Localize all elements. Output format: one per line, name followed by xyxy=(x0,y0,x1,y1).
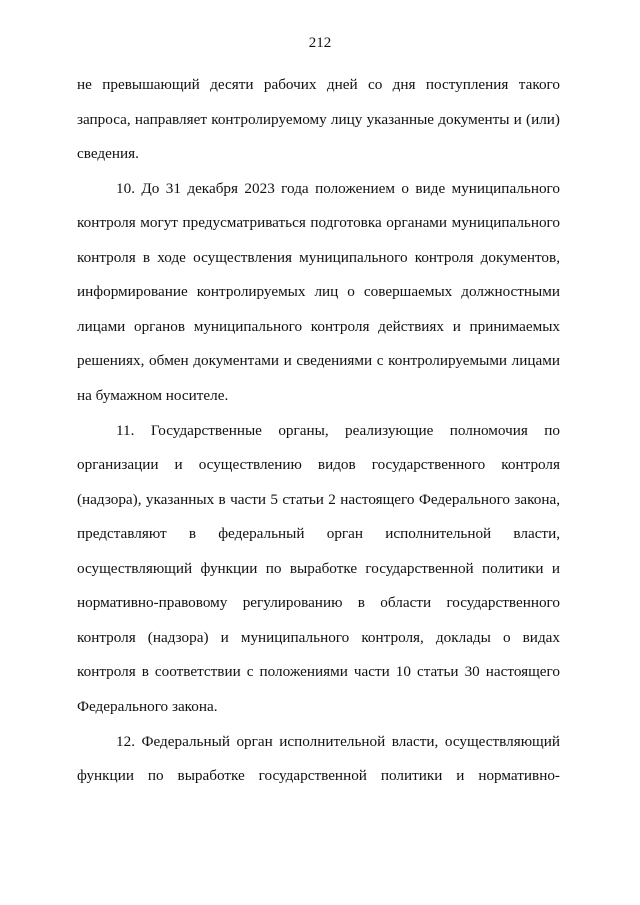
text-line: контроля (надзора) и муниципального контроля, доклады о видах xyxy=(77,629,560,646)
text-line: контроля могут предусматриваться подготовка органами муниципального xyxy=(77,214,560,231)
paragraph-first-line: 10. До 31 декабря 2023 года положением о виде муниципального xyxy=(116,180,560,197)
text-line: лицами органов муниципального контроля действиях и принимаемых xyxy=(77,318,560,335)
text-line: (надзора), указанных в части 5 статьи 2 настоящего Федерального закона, xyxy=(77,491,560,508)
text-line: информирование контролируемых лиц о совершаемых должностными xyxy=(77,283,560,300)
text-line: контроля в ходе осуществления муниципального контроля документов, xyxy=(77,249,560,266)
text-line: нормативно-правовому регулированию в области государственного xyxy=(77,594,560,611)
paragraph-first-line: 11. Государственные органы, реализующие полномочия по xyxy=(116,422,560,439)
text-line: представляют в федеральный орган исполнительной власти, xyxy=(77,525,560,542)
text-line: функции по выработке государственной политики и нормативно- xyxy=(77,767,560,784)
text-line: осуществляющий функции по выработке государственной политики и xyxy=(77,560,560,577)
page-number: 212 xyxy=(308,35,332,51)
paragraph-first-line: 12. Федеральный орган исполнительной власти, осуществляющий xyxy=(116,733,560,750)
text-line: контроля в соответствии с положениями части 10 статьи 30 настоящего xyxy=(77,663,560,680)
text-line: не превышающий десяти рабочих дней со дня поступления такого xyxy=(77,76,560,93)
text-line: на бумажном носителе. xyxy=(77,387,229,404)
text-line: Федерального закона. xyxy=(77,698,218,715)
text-line: запроса, направляет контролируемому лицу указанные документы и (или) xyxy=(77,111,560,128)
text-line: организации и осуществлению видов государственного контроля xyxy=(77,456,560,473)
text-line: сведения. xyxy=(77,145,139,162)
text-line: решениях, обмен документами и сведениями с контролируемыми лицами xyxy=(77,352,560,369)
